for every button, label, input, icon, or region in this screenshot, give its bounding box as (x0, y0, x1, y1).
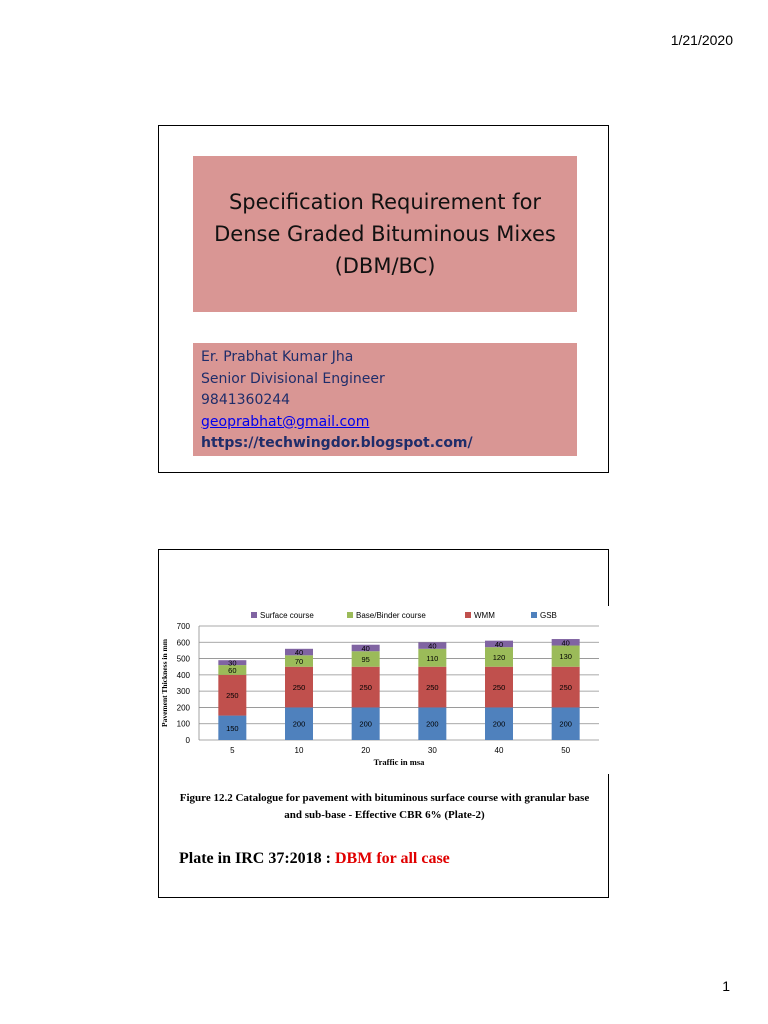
data-label: 200 (359, 719, 372, 729)
y-tick-label: 700 (176, 622, 190, 631)
legend-entry: Surface course (260, 611, 314, 620)
data-label: 130 (559, 652, 572, 662)
author-email-link[interactable]: geoprabhat@gmail.com (201, 413, 370, 430)
author-designation: Senior Divisional Engineer (201, 370, 385, 387)
figure-caption-line2: and sub-base - Effective CBR 6% (Plate-2) (284, 809, 485, 821)
x-tick-label: 50 (561, 746, 571, 755)
legend-swatch (465, 612, 471, 618)
y-tick-label: 0 (185, 736, 190, 745)
slide-title-text: Specification Requirement for Dense Graded Bituminous Mixes (DBM/BC) (214, 190, 556, 278)
data-label: 250 (226, 691, 239, 701)
data-label: 60 (228, 665, 237, 675)
slide-title (158, 125, 609, 473)
x-axis-title: Traffic in msa (373, 757, 425, 767)
x-tick-label: 5 (230, 746, 235, 755)
plate-label: Plate in IRC 37:2018 : (179, 850, 335, 867)
x-tick-label: 30 (427, 746, 437, 755)
figure-caption (159, 790, 610, 824)
author-website[interactable]: https://techwingdor.blogspot.com/ (201, 435, 473, 451)
data-label: 30 (228, 658, 237, 668)
data-label: 200 (559, 719, 572, 729)
x-tick-label: 10 (294, 746, 304, 755)
plate-highlight: DBM for all case (334, 850, 450, 867)
page-date: 1/21/2020 (670, 32, 733, 48)
data-label: 120 (492, 652, 506, 662)
title-box (193, 156, 577, 312)
legend-entry: WMM (474, 611, 495, 620)
y-tick-label: 100 (176, 719, 190, 729)
y-tick-label: 300 (176, 687, 190, 697)
data-label: 40 (361, 643, 370, 653)
y-axis-title: Pavement Thickness in mm (160, 639, 169, 727)
author-name: Er. Prabhat Kumar Jha (201, 349, 354, 365)
data-label: 110 (426, 653, 439, 663)
data-label: 150 (226, 723, 239, 733)
legend-swatch (251, 612, 257, 618)
legend-entry: Base/Binder course (356, 611, 426, 620)
y-tick-label: 400 (176, 670, 190, 680)
data-label: 250 (292, 683, 306, 693)
legend-entry: GSB (540, 611, 557, 620)
figure-caption-line1: Figure 12.2 Catalogue for pavement with bituminous surface course with granular base (179, 792, 590, 804)
data-label: 250 (426, 683, 439, 693)
legend-swatch (347, 612, 353, 618)
data-label: 40 (294, 648, 304, 658)
x-tick-label: 40 (494, 746, 504, 755)
author-info-box (193, 343, 577, 456)
data-label: 250 (559, 683, 572, 693)
y-tick-label: 600 (176, 638, 190, 648)
page-number: 1 (722, 978, 730, 994)
data-label: 70 (294, 657, 304, 667)
y-tick-label: 200 (176, 703, 190, 713)
plot-area (199, 626, 599, 740)
data-label: 250 (359, 683, 372, 693)
legend-swatch (531, 612, 537, 618)
slide-chart (158, 549, 609, 898)
data-label: 200 (292, 719, 306, 729)
x-tick-label: 20 (361, 746, 371, 755)
data-label: 40 (561, 638, 570, 648)
author-phone: 9841360244 (201, 392, 291, 408)
data-label: 200 (492, 719, 506, 729)
data-label: 40 (494, 639, 504, 649)
data-label: 200 (426, 719, 439, 729)
plate-note (179, 850, 450, 868)
pavement-thickness-chart (159, 606, 610, 774)
data-label: 40 (428, 641, 437, 651)
data-label: 95 (361, 654, 370, 664)
data-label: 250 (492, 683, 506, 693)
y-tick-label: 500 (176, 654, 190, 664)
